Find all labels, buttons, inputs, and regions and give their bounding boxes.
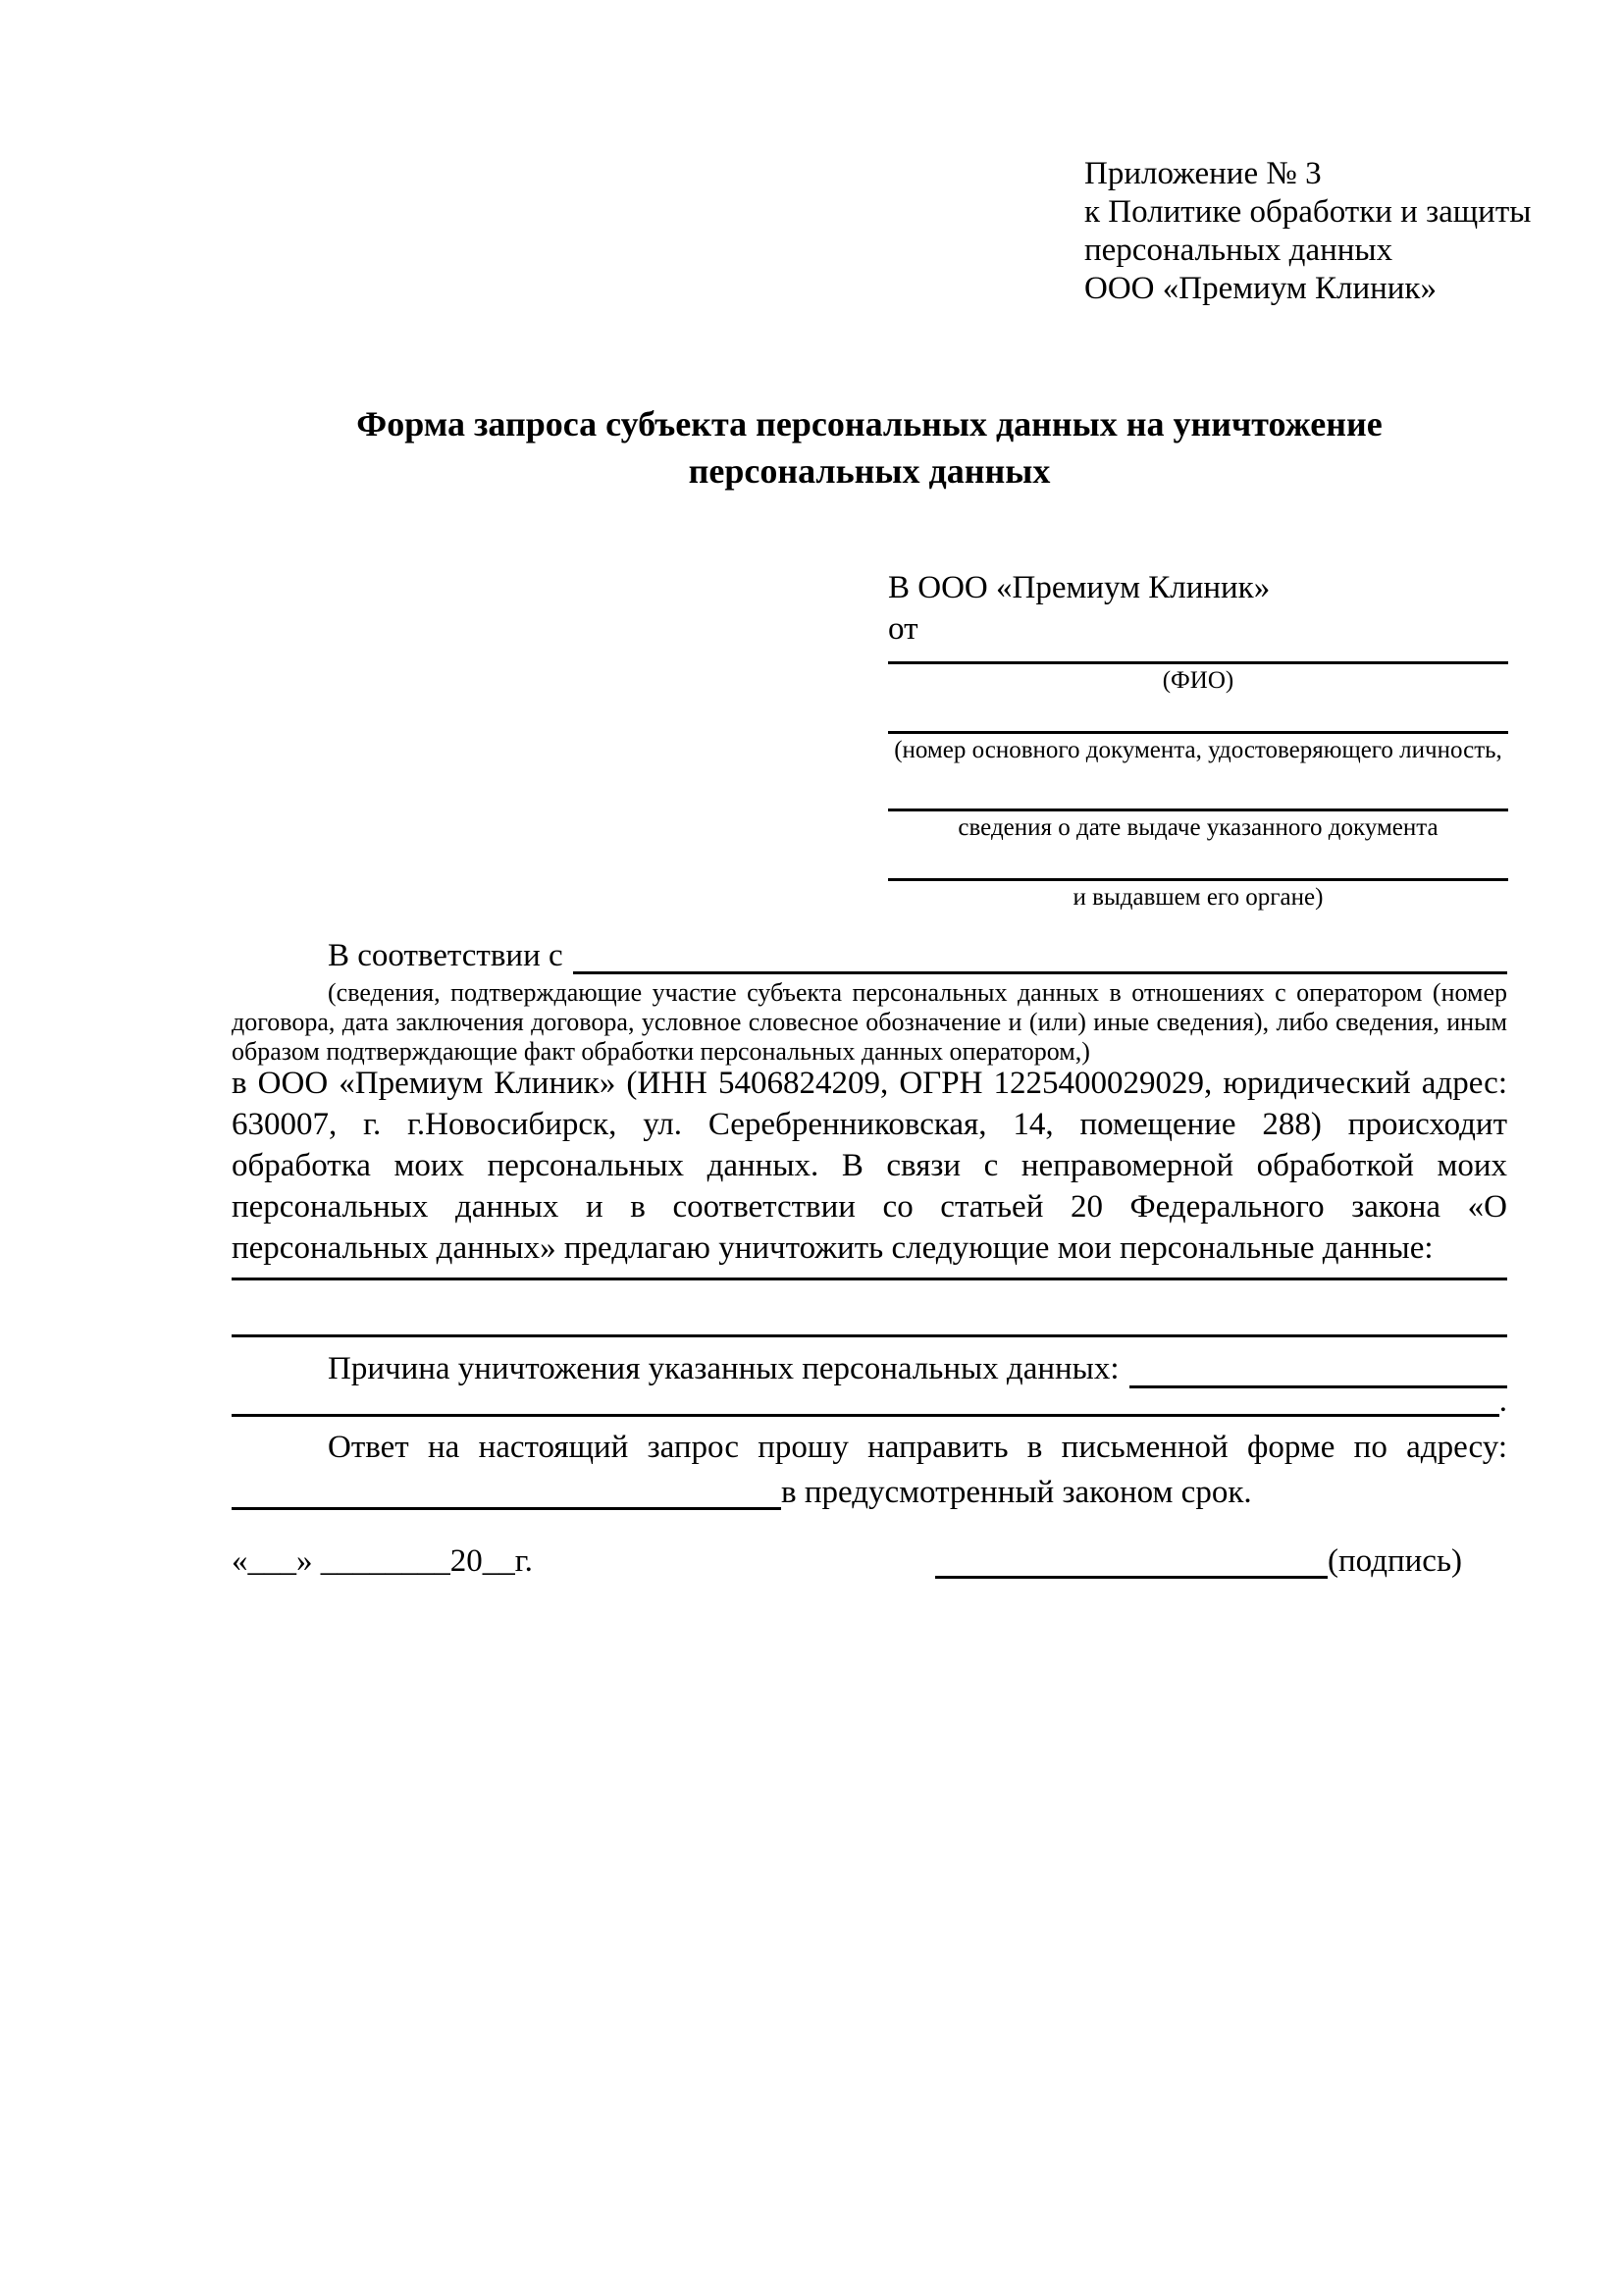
issue-date-caption: сведения о дате выдаче указанного документа (958, 814, 1439, 841)
addressee-block (888, 566, 1508, 911)
response-address-row (232, 1470, 1507, 1515)
accordance-write-line (573, 934, 1507, 974)
response-request-text: Ответ на настоящий запрос прошу направить в письменной форме по адресу: (328, 1430, 1507, 1465)
document-title (232, 400, 1507, 495)
signature-caption: (подпись) (1328, 1543, 1462, 1579)
addressee-from-label: от (888, 611, 918, 647)
document-number-write-line (888, 719, 1508, 734)
issuing-authority-caption: и выдавшем его органе) (1073, 884, 1324, 911)
personal-data-write-line-2 (232, 1280, 1507, 1337)
spacer (888, 694, 1508, 719)
accordance-lead-text: В соответствии с (328, 938, 563, 973)
appendix-header-line: к Политике обработки и защиты (1084, 194, 1532, 230)
reason-label: Причина уничтожения указанных персональных данных: (328, 1351, 1120, 1386)
appendix-header (1084, 155, 1531, 308)
signature-write-line (935, 1539, 1328, 1579)
appendix-header-line: Приложение № 3 (1084, 156, 1322, 191)
date-placeholder: «___» ________20__г. (232, 1543, 533, 1579)
reason-line-terminator: . (1498, 1383, 1507, 1419)
body-paragraph: в ООО «Премиум Клиник» (ИНН 5406824209, ОГРН 1225400029029, юридический адрес: 630007, г. г.Новосибирск, ул. Серебренниковская, 14, помещение 288) происходит обработка моих персональных данных. В связи с неправомерной обработкой моих персональных данных и в соответствии со статьей 20 Федерального закона «О персональных данных» предлагаю уничтожить следующие мои персональные данные: (232, 1066, 1507, 1266)
personal-data-write-line-1 (232, 1244, 1507, 1280)
document-title-line1: Форма запроса субъекта персональных данных на уничтожение (356, 404, 1383, 444)
address-write-line (232, 1470, 781, 1510)
reason-continuation-write-line (232, 1379, 1499, 1417)
accordance-note: (сведения, подтверждающие участие субъекта персональных данных в отношениях с оператором (номер договора, дата заключения договора, условное словесное обозначение и (или) иные сведения), либо сведения, иным образом подтверждающие факт обработки персональных данных оператором,) (232, 978, 1507, 1066)
appendix-header-line: ООО «Премиум Клиник» (1084, 271, 1437, 306)
spacer (888, 763, 1508, 797)
addressee-organization: В ООО «Премиум Клиник» (888, 570, 1271, 605)
date-signature-row (232, 1539, 1507, 1584)
spacer (888, 841, 1508, 866)
signature-group (935, 1539, 1462, 1584)
document-number-caption: (номер основного документа, удостоверяющего личность, (894, 737, 1502, 763)
issuing-authority-write-line (888, 866, 1508, 881)
reason-continuation-row (232, 1379, 1507, 1424)
accordance-row (232, 934, 1507, 978)
document-title-line2: персональных данных (688, 451, 1051, 491)
response-tail-text: в предусмотренный законом срок. (781, 1475, 1252, 1510)
appendix-header-line: персональных данных (1084, 233, 1393, 268)
issue-date-write-line (888, 797, 1508, 811)
fio-write-line (888, 650, 1508, 664)
fio-caption: (ФИО) (1162, 667, 1234, 694)
